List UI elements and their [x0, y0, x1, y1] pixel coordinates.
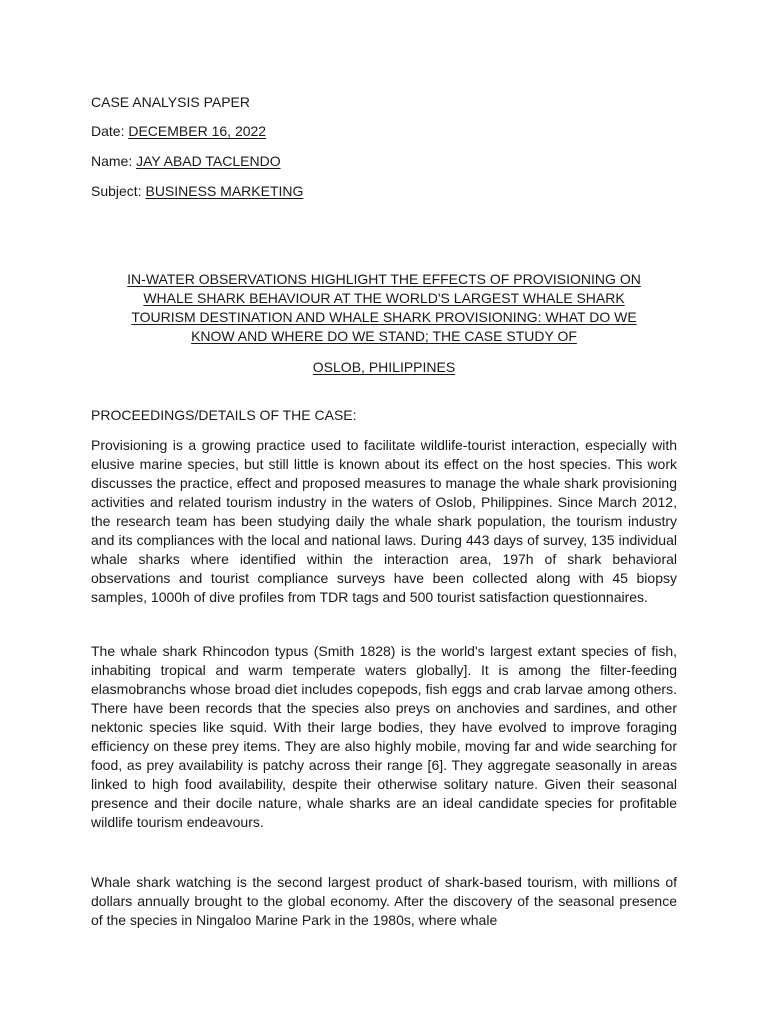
paragraph-text: The whale shark Rhincodon typus (Smith 1828) is the world's largest extant species of fish, inhabiting tropical and warm temperate waters globally]. It is among the filter-feeding elasmobranchs whose broad diet includes copepods, fish eggs and crab larvae among others. There have been records that the species also preys on anchovies and sardines, and other nektonic species like squid. With their large bodies, they have evolved to improve foraging efficiency on these prey items. They are also highly mobile, moving far and wide searching for food, as prey availability is patchy across their range [6]. They aggregate seasonally in areas linked to high food availability, despite their otherwise solitary nature. Given their seasonal presence and their docile nature, whale sharks are an ideal candidate species for profitable wildlife tourism endeavours.	[91, 643, 677, 830]
name-line	[91, 151, 281, 171]
name-label: Name:	[91, 153, 133, 169]
date-label: Date:	[91, 123, 125, 139]
title-line: KNOW AND WHERE DO WE STAND; THE CASE STUDY OF	[191, 328, 577, 344]
title-line: TOURISM DESTINATION AND WHALE SHARK PROVISIONING: WHAT DO WE	[131, 309, 637, 325]
section-heading	[91, 405, 357, 425]
date-value: DECEMBER 16, 2022	[128, 123, 267, 139]
paragraph-3	[91, 873, 677, 930]
document-type-text: CASE ANALYSIS PAPER	[91, 94, 250, 110]
paragraph-2	[91, 642, 677, 832]
name-value: JAY ABAD TACLENDO	[136, 153, 281, 169]
location-line: OSLOB, PHILIPPINES	[312, 359, 456, 375]
paragraph-1	[91, 436, 677, 607]
document-type	[91, 92, 250, 112]
title-line: IN-WATER OBSERVATIONS HIGHLIGHT THE EFFECTS OF PROVISIONING ON	[127, 271, 641, 287]
subject-value: BUSINESS MARKETING	[145, 183, 304, 199]
subject-line	[91, 181, 303, 201]
paragraph-text: Whale shark watching is the second largest product of shark-based tourism, with millions of dollars annually brought to the global economy. After the discovery of the seasonal presence of the species in Ningaloo Marine Park in the 1980s, where whale	[91, 874, 677, 928]
date-line	[91, 121, 266, 141]
subject-label: Subject:	[91, 183, 142, 199]
case-location	[96, 358, 672, 377]
case-title	[96, 270, 672, 346]
title-line: WHALE SHARK BEHAVIOUR AT THE WORLD'S LARGEST WHALE SHARK	[143, 290, 625, 306]
section-heading-text: PROCEEDINGS/DETAILS OF THE CASE:	[91, 407, 357, 423]
paragraph-text: Provisioning is a growing practice used to facilitate wildlife-tourist interaction, especially with elusive marine species, but still little is known about its effect on the host species. This work discusses the practice, effect and proposed measures to manage the whale shark provisioning activities and related tourism industry in the waters of Oslob, Philippines. Since March 2012, the research team has been studying daily the whale shark population, the tourism industry and its compliances with the local and national laws. During 443 days of survey, 135 individual whale sharks where identified within the interaction area, 197h of shark behavioral observations and tourist compliance surveys have been collected along with 45 biopsy samples, 1000h of dive profiles from TDR tags and 500 tourist satisfaction questionnaires.	[91, 437, 677, 605]
